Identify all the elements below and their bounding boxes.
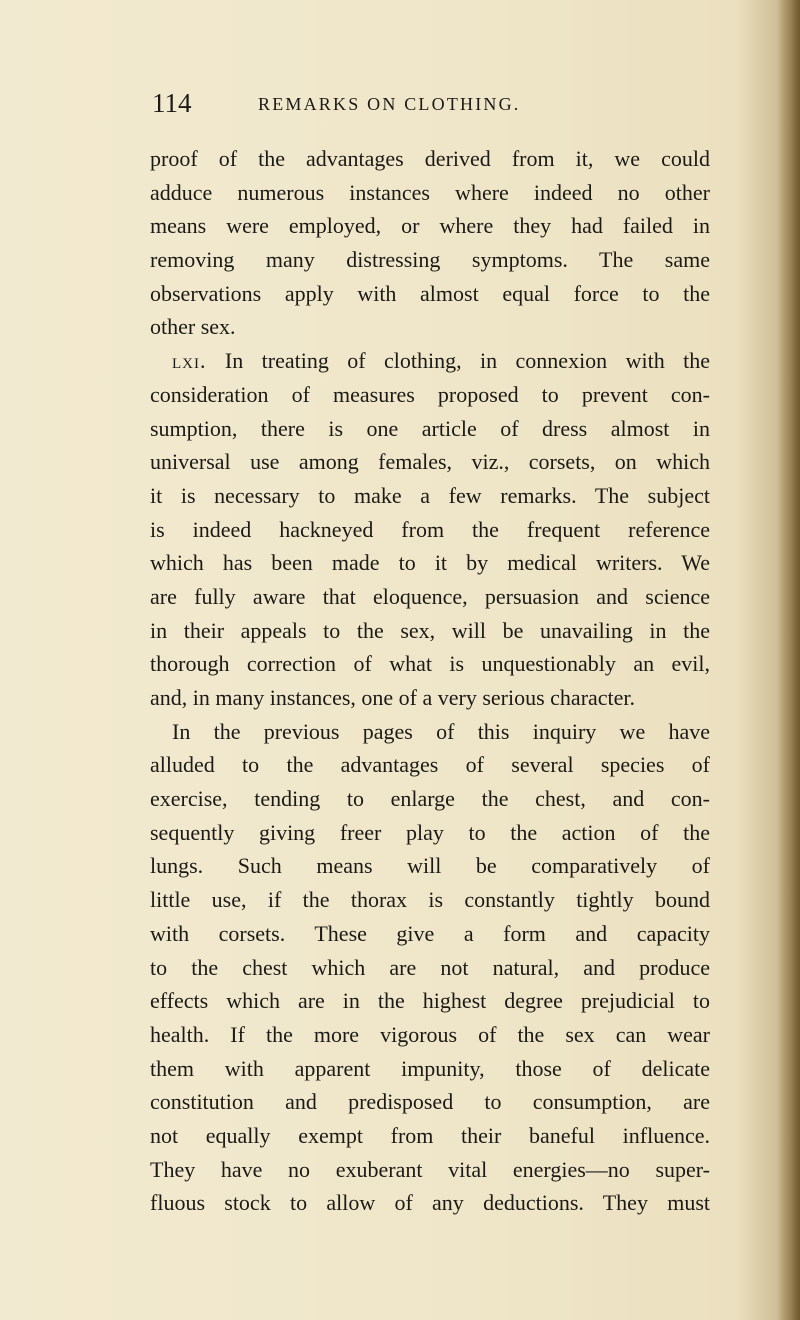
text-line: is indeed hackneyed from the frequent reference: [150, 516, 710, 542]
text-line: observations apply with almost equal force to the: [150, 280, 710, 306]
text-line: sequently giving freer play to the action of the: [150, 819, 710, 845]
text-line: little use, if the thorax is constantly tightly bound: [150, 887, 710, 913]
text-line: consideration of measures proposed to prevent con-: [150, 381, 710, 407]
text-line: lungs. Such means will be comparatively of: [150, 853, 710, 879]
text-line: universal use among females, viz., corsets, on which: [150, 449, 710, 475]
text-line: with corsets. These give a form and capacity: [150, 920, 710, 946]
text-line: other sex.: [150, 314, 236, 340]
page-number: 114: [152, 88, 192, 118]
text-line: them with apparent impunity, those of delicate: [150, 1055, 710, 1081]
page-edge-shadow: [778, 0, 800, 1320]
running-head: REMARKS ON CLOTHING.: [258, 94, 521, 114]
text-line: are fully aware that eloquence, persuasion and science: [150, 583, 710, 609]
text-line: in their appeals to the sex, will be unavailing in the: [150, 617, 710, 643]
text-line: In treating of clothing, in connexion with the: [224, 348, 710, 374]
text-line: effects which are in the highest degree prejudicial to: [150, 988, 710, 1014]
text-line: They have no exuberant vital energies—no super-: [150, 1156, 710, 1182]
text-line: adduce numerous instances where indeed no other: [150, 179, 710, 205]
section-marker: lxi.: [172, 348, 207, 374]
text-line: it is necessary to make a few remarks. The subject: [150, 482, 710, 508]
text-line: constitution and predisposed to consumption, are: [150, 1089, 710, 1115]
text-line: sumption, there is one article of dress almost in: [150, 415, 710, 441]
text-line: thorough correction of what is unquestionably an evil,: [150, 651, 710, 677]
text-line: alluded to the advantages of several species of: [150, 752, 710, 778]
text-line: means were employed, or where they had failed in: [150, 213, 710, 239]
text-line: In the previous pages of this inquiry we have: [172, 718, 710, 744]
paragraph-first-line: [150, 344, 710, 378]
text-line: exercise, tending to enlarge the chest, and con-: [150, 786, 710, 812]
text-line: removing many distressing symptoms. The same: [150, 247, 710, 273]
text-line: not equally exempt from their baneful influence.: [150, 1122, 710, 1148]
text-line: fluous stock to allow of any deductions. They must: [150, 1190, 710, 1216]
page-header: [152, 88, 712, 118]
text-line: proof of the advantages derived from it, we could: [150, 146, 710, 171]
text-line: health. If the more vigorous of the sex can wear: [150, 1021, 710, 1047]
text-line: to the chest which are not natural, and produce: [150, 954, 710, 980]
body-text: [150, 142, 710, 1220]
text-line: which has been made to it by medical writers. We: [150, 550, 710, 576]
text-line: and, in many instances, one of a very serious character.: [150, 685, 636, 710]
